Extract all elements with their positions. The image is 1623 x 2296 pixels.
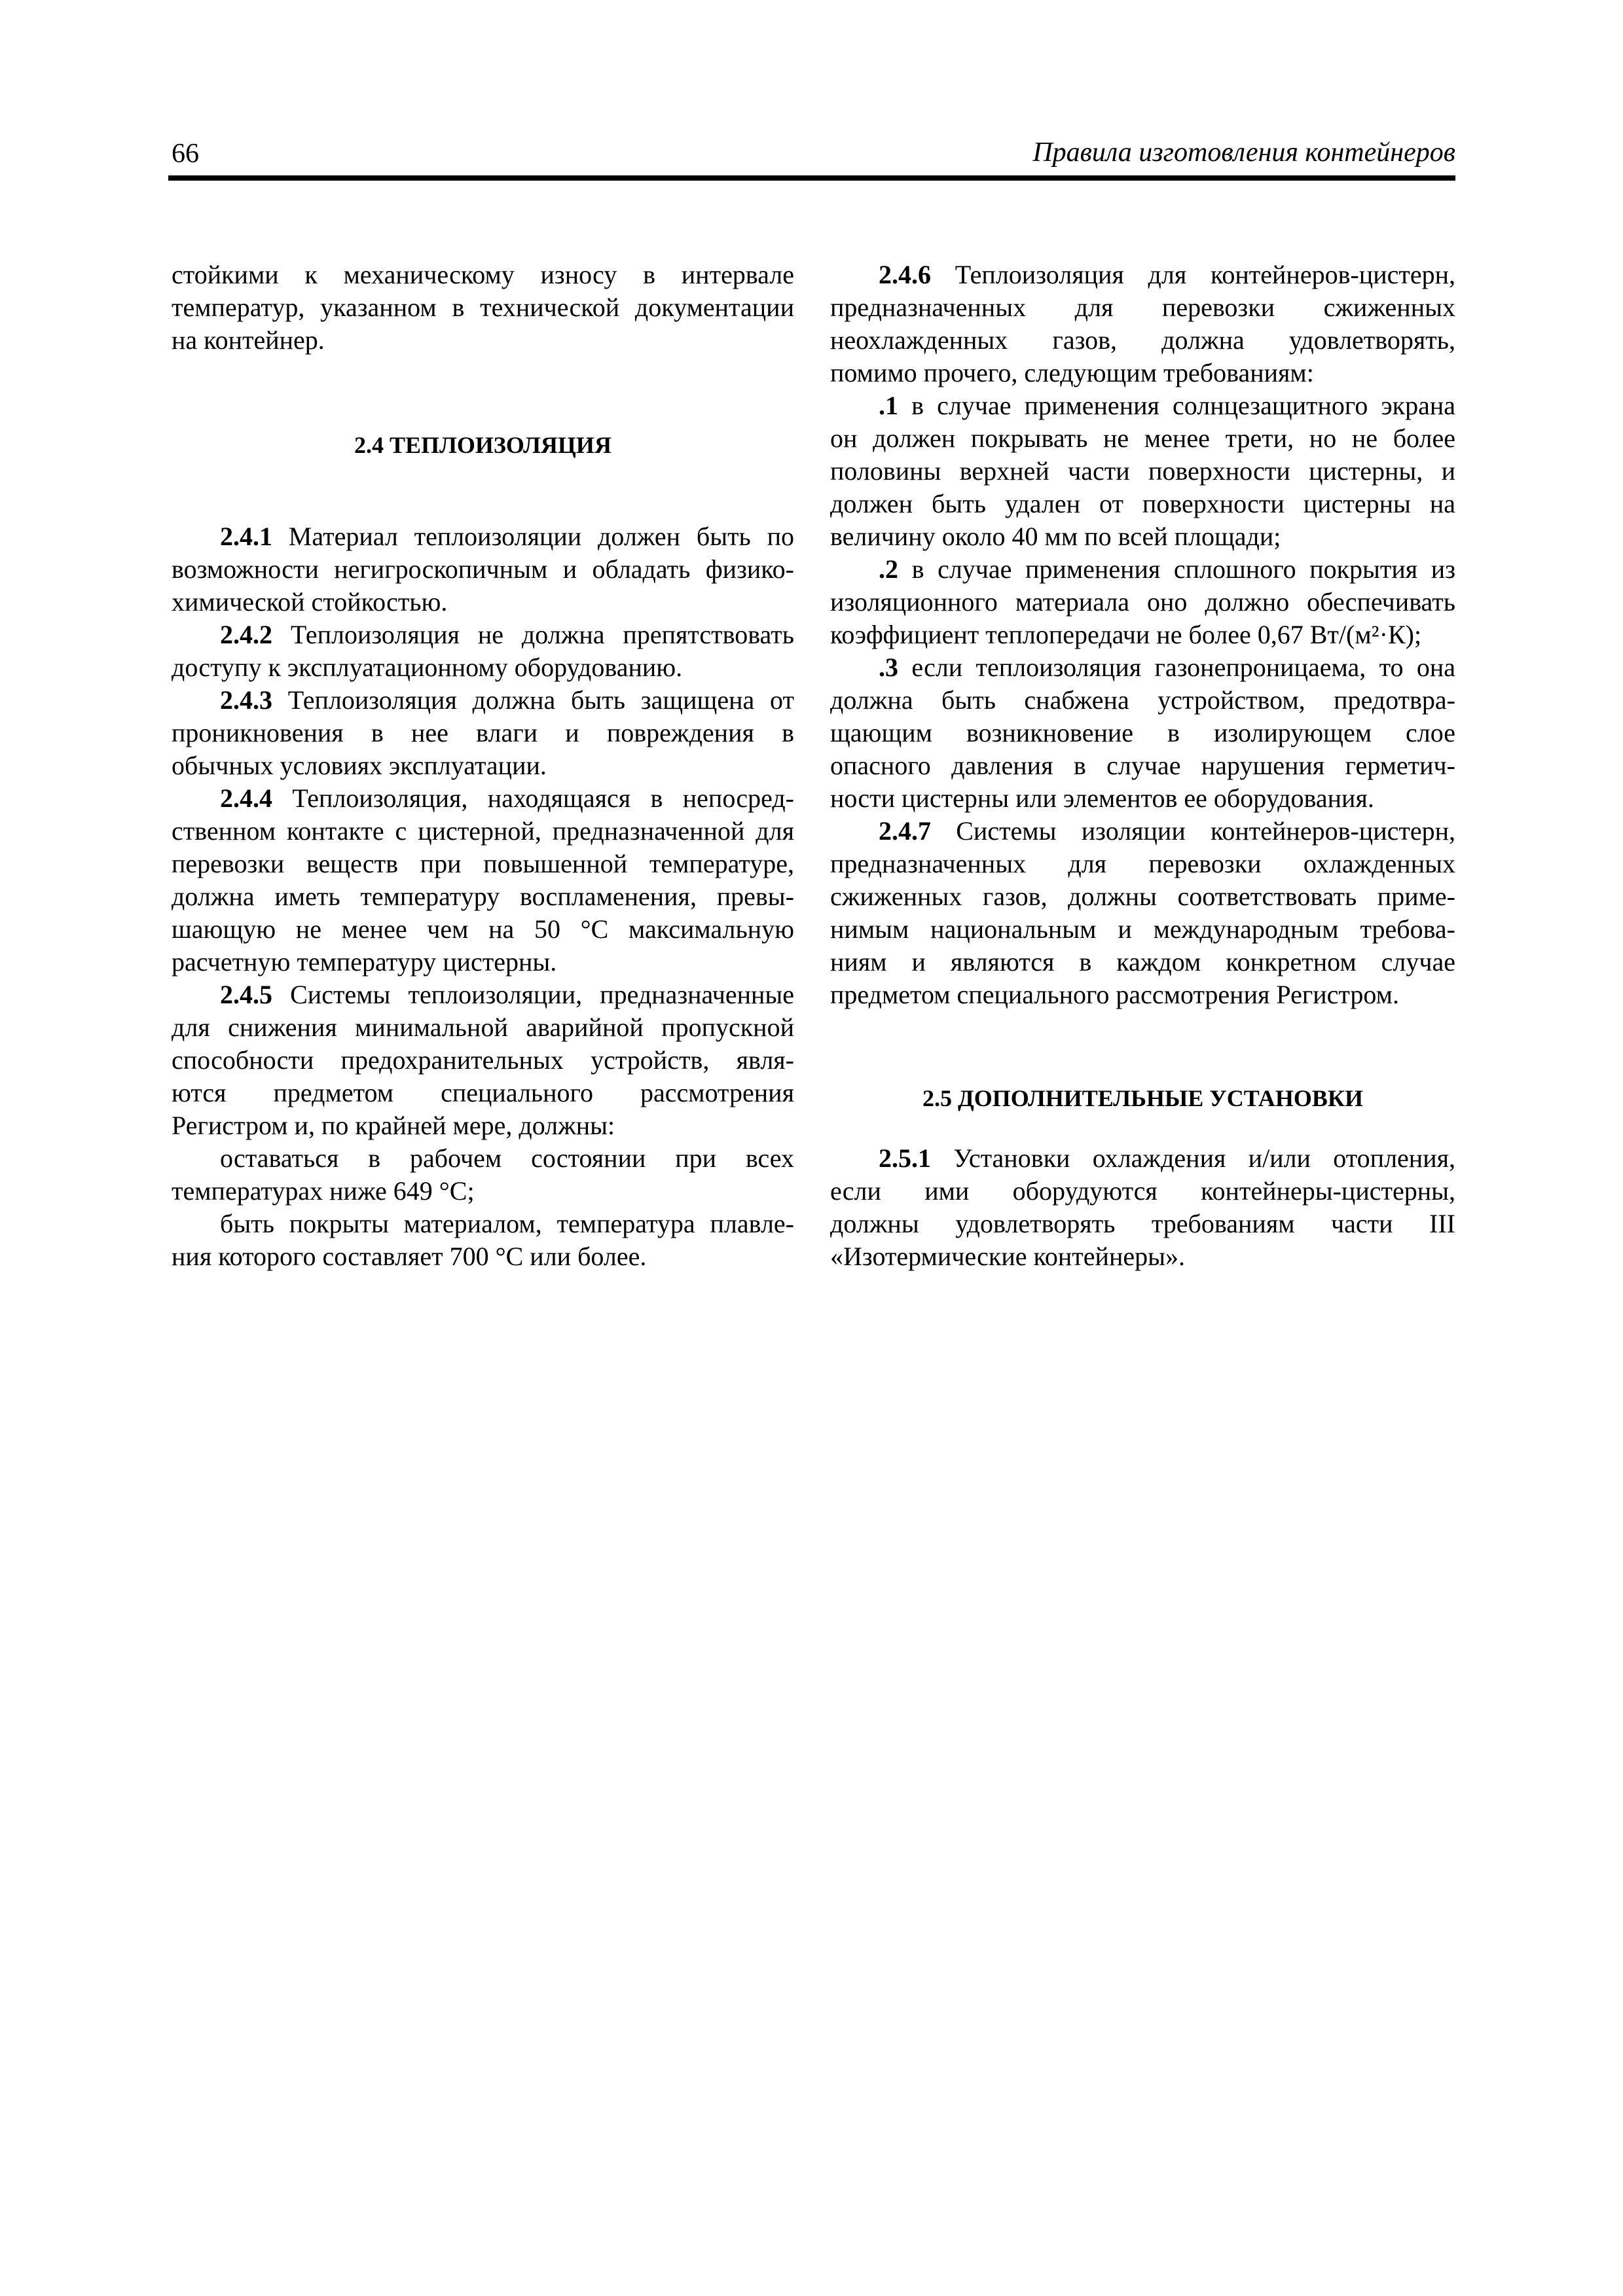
right-column xyxy=(830,259,1455,1273)
text-line xyxy=(830,455,1455,488)
text-line xyxy=(172,259,794,291)
line-text: для снижения минимальной аварийной пропускной xyxy=(172,1013,794,1042)
text-line xyxy=(830,717,1455,749)
line-text: «Изотермические контейнеры». xyxy=(830,1242,1185,1271)
text-line xyxy=(172,586,794,619)
line-text: коэффициент теплопередачи не более 0,67 Вт/(м²·К); xyxy=(830,620,1422,649)
line-text: предназначенных для перевозки охлажденных xyxy=(830,849,1455,878)
line-text: Материал теплоизоляции должен быть по xyxy=(288,522,794,551)
line-text: ности цистерны или элементов ее оборудования. xyxy=(830,783,1374,813)
text-line xyxy=(172,1077,794,1109)
text-line xyxy=(172,1142,794,1175)
line-text: опасного давления в случае нарушения герметич- xyxy=(830,751,1455,780)
text-line xyxy=(172,717,794,749)
line-text: стойкими к механическому износу в интервале xyxy=(172,260,794,289)
line-text: Теплоизоляция для контейнеров-цистерн, xyxy=(955,260,1456,289)
line-text: половины верхней части поверхности цистерны, и xyxy=(830,456,1455,486)
line-text: на контейнер. xyxy=(172,325,325,355)
line-text: оставаться в рабочем состоянии при всех xyxy=(220,1143,794,1173)
running-header-title: Правила изготовления контейнеров xyxy=(1032,137,1455,168)
section-number: 2.4.1 xyxy=(220,522,272,551)
line-text: Теплоизоляция не должна препятствовать xyxy=(290,620,794,649)
text-line xyxy=(172,619,794,651)
line-text: Установки охлаждения и/или отопления, xyxy=(953,1143,1455,1173)
section-number: 2.4.7 xyxy=(879,816,931,846)
section-number: .2 xyxy=(879,554,898,584)
section-number: 2.4.4 xyxy=(220,783,272,813)
text-line xyxy=(830,1175,1455,1208)
line-text: Регистром и, по крайней мере, должны: xyxy=(172,1111,615,1140)
text-line xyxy=(172,651,794,684)
text-line xyxy=(830,259,1455,291)
text-line xyxy=(830,488,1455,520)
line-text: проникновения в нее влаги и повреждения в xyxy=(172,718,794,747)
section-number: .1 xyxy=(879,391,898,420)
header-rule xyxy=(168,175,1455,181)
line-text: щающим возникновение в изолирующем слое xyxy=(830,718,1455,747)
text-line xyxy=(830,1240,1455,1273)
text-line xyxy=(830,1142,1455,1175)
line-text: обычных условиях эксплуатации. xyxy=(172,751,547,780)
text-line xyxy=(172,815,794,848)
line-text: быть покрыты материалом, температура плавле- xyxy=(220,1209,794,1238)
text-line xyxy=(172,291,794,324)
line-text: Теплоизоляция должна быть защищена от xyxy=(287,685,794,715)
text-line xyxy=(830,357,1455,389)
text-line xyxy=(830,782,1455,815)
line-text: предназначенных для перевозки сжиженных xyxy=(830,293,1455,322)
text-line xyxy=(830,749,1455,782)
text-line xyxy=(172,1175,794,1208)
text-line xyxy=(172,913,794,946)
section-number: 2.4.6 xyxy=(879,260,931,289)
text-line xyxy=(830,946,1455,978)
text-line xyxy=(172,1044,794,1077)
line-text: предметом специального рассмотрения Регистром. xyxy=(830,980,1399,1009)
section-number: .3 xyxy=(879,653,898,682)
left-column xyxy=(172,259,794,1273)
text-line xyxy=(830,815,1455,848)
text-line xyxy=(172,749,794,782)
line-text: ются предметом специального рассмотрения xyxy=(172,1078,794,1107)
text-line xyxy=(830,422,1455,455)
line-text: перевозки веществ при повышенной температуре, xyxy=(172,849,794,878)
text-line xyxy=(172,978,794,1011)
line-text: изоляционного материала оно должно обеспечивать xyxy=(830,587,1455,617)
line-text: должна иметь температуру воспламенения, превы- xyxy=(172,882,794,911)
text-line xyxy=(830,389,1455,422)
text-line xyxy=(172,1208,794,1240)
text-line xyxy=(830,978,1455,1011)
section-number: 2.4.2 xyxy=(220,620,272,649)
text-line xyxy=(830,586,1455,619)
line-text: он должен покрывать не менее трети, но не более xyxy=(830,423,1455,453)
text-line xyxy=(172,880,794,913)
text-line xyxy=(172,1109,794,1142)
line-text: должны удовлетворять требованиям части III xyxy=(830,1209,1455,1238)
section-heading: 2.5 ДОПОЛНИТЕЛЬНЫЕ УСТАНОВКИ xyxy=(922,1085,1364,1111)
text-line xyxy=(830,913,1455,946)
line-text: помимо прочего, следующим требованиям: xyxy=(830,358,1314,387)
line-text: температурах ниже 649 °С; xyxy=(172,1176,475,1206)
text-line xyxy=(830,553,1455,586)
line-text: Теплоизоляция, находящаяся в непосред- xyxy=(292,783,794,813)
text-line xyxy=(830,291,1455,324)
text-line xyxy=(830,684,1455,717)
line-text: ниям и являются в каждом конкретном случае xyxy=(830,947,1455,977)
line-text: в случае применения солнцезащитного экрана xyxy=(911,391,1455,420)
text-line xyxy=(830,324,1455,357)
text-line xyxy=(830,848,1455,880)
section-heading: 2.4 ТЕПЛОИЗОЛЯЦИЯ xyxy=(354,432,611,458)
text-line xyxy=(830,520,1455,553)
line-text: Системы изоляции контейнеров-цистерн, xyxy=(956,816,1456,846)
line-text: шающую не менее чем на 50 °С максимальную xyxy=(172,914,794,944)
text-line xyxy=(172,520,794,553)
text-line xyxy=(830,651,1455,684)
text-line xyxy=(172,553,794,586)
line-text: ния которого составляет 700 °С или более. xyxy=(172,1242,647,1271)
text-line xyxy=(830,880,1455,913)
text-line xyxy=(172,848,794,880)
text-line xyxy=(830,1208,1455,1240)
text-line xyxy=(830,619,1455,651)
text-line xyxy=(172,324,794,357)
line-text: если теплоизоляция газонепроницаема, то она xyxy=(911,653,1456,682)
section-number: 2.5.1 xyxy=(879,1143,931,1173)
section-number: 2.4.5 xyxy=(220,980,272,1009)
line-text: сжиженных газов, должны соответствовать приме- xyxy=(830,882,1455,911)
line-text: Системы теплоизоляции, предназначенные xyxy=(290,980,795,1009)
line-text: ственном контакте с цистерной, предназначенной для xyxy=(172,816,794,846)
line-text: температур, указанном в технической документации xyxy=(172,293,794,322)
line-text: доступу к эксплуатационному оборудованию. xyxy=(172,653,683,682)
section-number: 2.4.3 xyxy=(220,685,272,715)
line-text: в случае применения сплошного покрытия из xyxy=(911,554,1456,584)
text-line xyxy=(172,684,794,717)
line-text: возможности негигроскопичным и обладать физико- xyxy=(172,554,794,584)
text-line xyxy=(172,1011,794,1044)
line-text: расчетную температуру цистерны. xyxy=(172,947,557,977)
text-line xyxy=(172,946,794,978)
text-line xyxy=(172,1240,794,1273)
line-text: должна быть снабжена устройством, предотвра- xyxy=(830,685,1455,715)
line-text: должен быть удален от поверхности цистерны на xyxy=(830,489,1455,518)
line-text: величину около 40 мм по всей площади; xyxy=(830,522,1281,551)
page-number: 66 xyxy=(172,139,199,169)
line-text: неохлажденных газов, должна удовлетворять, xyxy=(830,325,1455,355)
line-text: химической стойкостью. xyxy=(172,587,448,617)
text-line xyxy=(172,782,794,815)
line-text: если ими оборудуются контейнеры-цистерны, xyxy=(830,1176,1455,1206)
line-text: нимым национальным и международным требова- xyxy=(830,914,1455,944)
line-text: способности предохранительных устройств, явля- xyxy=(172,1045,794,1075)
